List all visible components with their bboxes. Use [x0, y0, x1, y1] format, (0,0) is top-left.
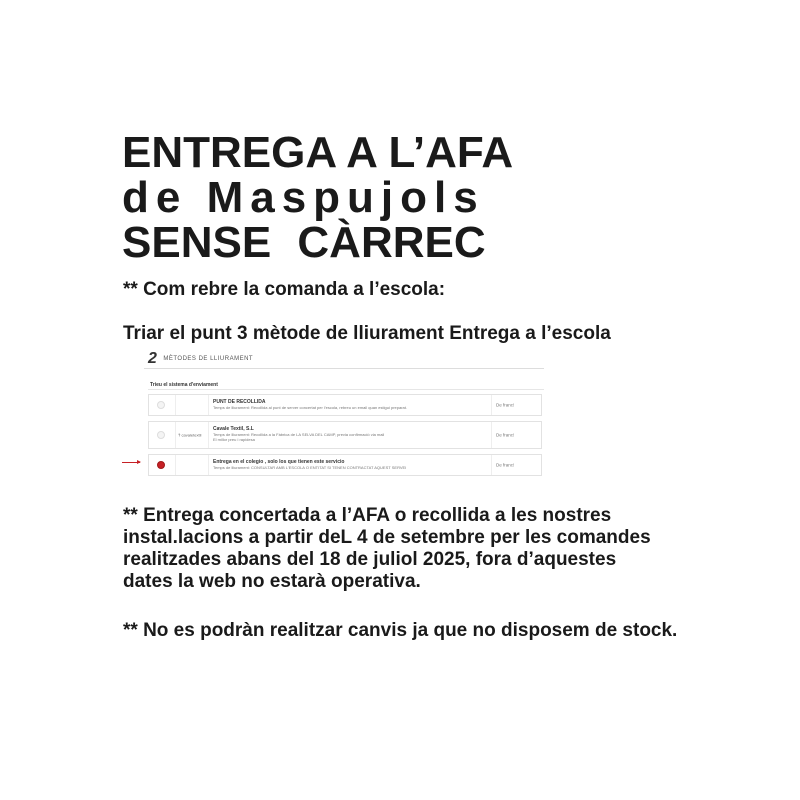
choose-shipping-label: Trieu el sistema d'enviament [150, 382, 218, 388]
page-title [122, 130, 513, 265]
option-description: Temps de lliurament: Recollida al punt de server concertat per l'escola, rebreu un email quan estigui preparat. [213, 405, 407, 410]
option-name: Entrega en el colegio , solo los que tienen este servicio [213, 459, 345, 465]
note-line-1: ** Entrega concertada a l’AFA o recollida a les nostres [123, 505, 612, 526]
shipping-methods-screenshot [144, 350, 544, 480]
delivery-note-paragraph [123, 505, 651, 593]
step-title: MÈTODES DE LLIURAMENT [163, 356, 254, 362]
title-line-1: ENTREGA A L’AFA [122, 128, 514, 177]
no-exchanges-paragraph: ** No es podràn realitzar canvis ja que no disposem de stock. [123, 620, 678, 641]
title-line-2: de Maspujols [122, 173, 485, 222]
option-price: De franc! [491, 455, 542, 475]
carrier-logo [175, 395, 209, 415]
step-number: 2 [148, 350, 157, 367]
shipping-option-cavale-textil[interactable] [148, 421, 542, 449]
radio-button[interactable] [157, 431, 165, 439]
divider [148, 389, 544, 390]
arrow-right-icon [122, 462, 140, 463]
radio-button-selected[interactable] [157, 461, 165, 469]
option-name: Cavale Textil, S.L [213, 426, 254, 432]
option-description: Temps de lliurament: Recollida a la Fàbrica de LA SELVA DEL CAMP, previa confirmació via mail El millor preu i rapidesa [213, 432, 385, 442]
note-line-2: instal.lacions a partir deL 4 de setembre per les comandes [123, 527, 651, 548]
divider [144, 368, 544, 369]
instruction-paragraph: Triar el punt 3 mètode de lliurament Entrega a l’escola [123, 323, 611, 344]
title-line-3: SENSE CÀRREC [122, 218, 486, 267]
radio-button[interactable] [157, 401, 165, 409]
note-line-3: realitzades abans del 18 de juliol 2025, fora d’aquestes [123, 549, 617, 570]
shipping-option-pickup-point[interactable] [148, 394, 542, 416]
step-header [148, 350, 253, 366]
note-line-4: dates la web no estarà operativa. [123, 571, 421, 592]
carrier-logo [175, 455, 209, 475]
shipping-option-school-delivery[interactable] [148, 454, 542, 476]
option-description: Temps de lliurament: CONSULTAR AMB L'ESCOLA O ENTITAT SI TENEN CONTRACTAT AQUEST SERVEI [213, 465, 407, 470]
option-name: PUNT DE RECOLLIDA [213, 399, 266, 405]
carrier-logo: T̃ cavaletextil [175, 422, 209, 448]
option-price: De franc! [491, 422, 542, 448]
intro-paragraph: ** Com rebre la comanda a l’escola: [123, 279, 446, 300]
option-price: De franc! [491, 395, 542, 415]
